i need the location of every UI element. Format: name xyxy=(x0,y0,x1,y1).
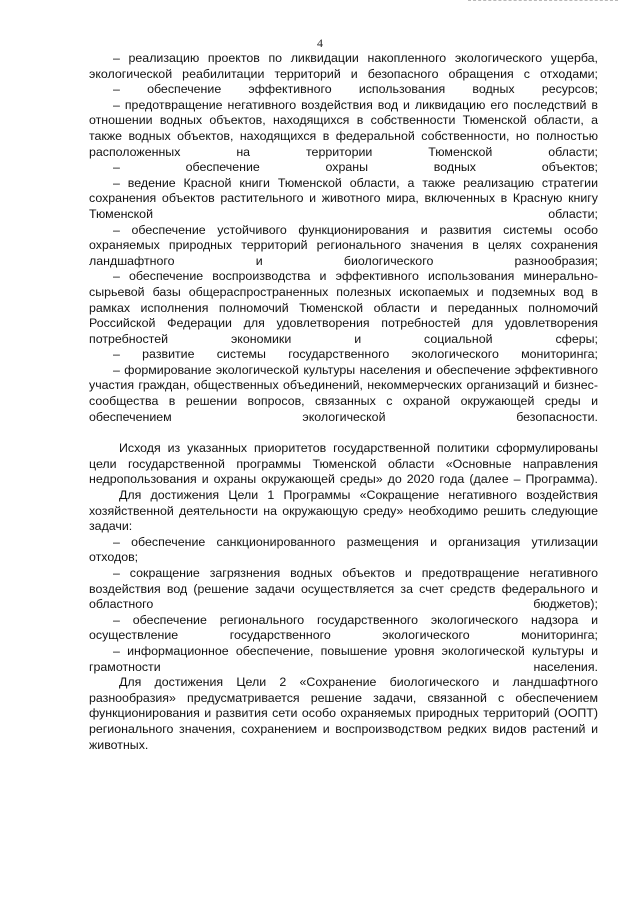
document-body xyxy=(89,51,598,753)
paragraph: Для достижения Цели 2 «Сохранение биологического и ландшафтного разнообразия» предусматривается решение задачи, связанной с обеспечением функционирования и развития сети особо охраняемых природных территорий (ООПТ) регионального значения, сохранением и воспроизводством редких видов растений и животных. xyxy=(89,675,598,752)
list-item: – обеспечение регионального государственного экологического надзора и осуществление государственного экологического мониторинга; xyxy=(89,612,598,643)
list-item: – формирование экологической культуры населения и обеспечение эффективного участия граждан, общественных объединений, некоммерческих организаций и бизнес-сообщества в решении вопросов, связанных с охраной окружающей среды и обеспечением экологической безопасности. xyxy=(89,362,598,424)
paragraph: Исходя из указанных приоритетов государственной политики сформулированы цели государственной программы Тюменской области «Основные направления недропользования и охраны окружающей среды» до 2020 года (далее – Программа). xyxy=(89,441,598,487)
paragraph: Для достижения Цели 1 Программы «Сокращение негативного воздействия хозяйственной деятельности на окружающую среду» необходимо решить следующие задачи: xyxy=(89,488,598,534)
list-item: – обеспечение устойчивого функционирования и развития системы особо охраняемых природных территорий регионального значения в целях сохранения ландшафтного и биологического разнообразия; xyxy=(89,222,598,268)
list-item: – реализацию проектов по ликвидации накопленного экологического ущерба, экологической реабилитации территорий и безопасного обращения с отходами; xyxy=(89,51,598,81)
list-item: – развитие системы государственного экологического мониторинга; xyxy=(113,347,598,362)
list-item: – информационное обеспечение, повышение уровня экологической культуры и грамотности населения. xyxy=(89,643,598,674)
list-item: – обеспечение санкционированного размещения и организация утилизации отходов; xyxy=(89,534,598,565)
list-item: – сокращение загрязнения водных объектов и предотвращение негативного воздействия вод (решение задачи осуществляется за счет средств федерального и областного бюджетов); xyxy=(89,566,598,612)
list-item: – предотвращение негативного воздействия вод и ликвидацию его последствий в отношении водных объектов, находящихся в собственности Тюменской области, а также водных объектов, находящихся в федеральной собственности, но полностью расположенных на территории Тюменской области; xyxy=(89,97,598,159)
list-item: – обеспечение воспроизводства и эффективного использования минерально-сырьевой базы общераспространенных полезных ископаемых и подземных вод в рамках исполнения полномочий Тюменской области и переданных полномочий Российской Федерации для удовлетворения потребностей для удовлетворения потребностей экономики и социальной сферы; xyxy=(89,269,598,346)
list-item: – обеспечение охраны водных объектов; xyxy=(113,160,598,175)
list-item: – ведение Красной книги Тюменской области, а также реализацию стратегии сохранения объектов растительного и животного мира, включенных в Красную книгу Тюменской области; xyxy=(89,175,598,221)
list-item: – обеспечение эффективного использования водных ресурсов; xyxy=(113,82,598,97)
header-rule xyxy=(468,0,618,3)
page-number: 4 xyxy=(317,36,323,50)
